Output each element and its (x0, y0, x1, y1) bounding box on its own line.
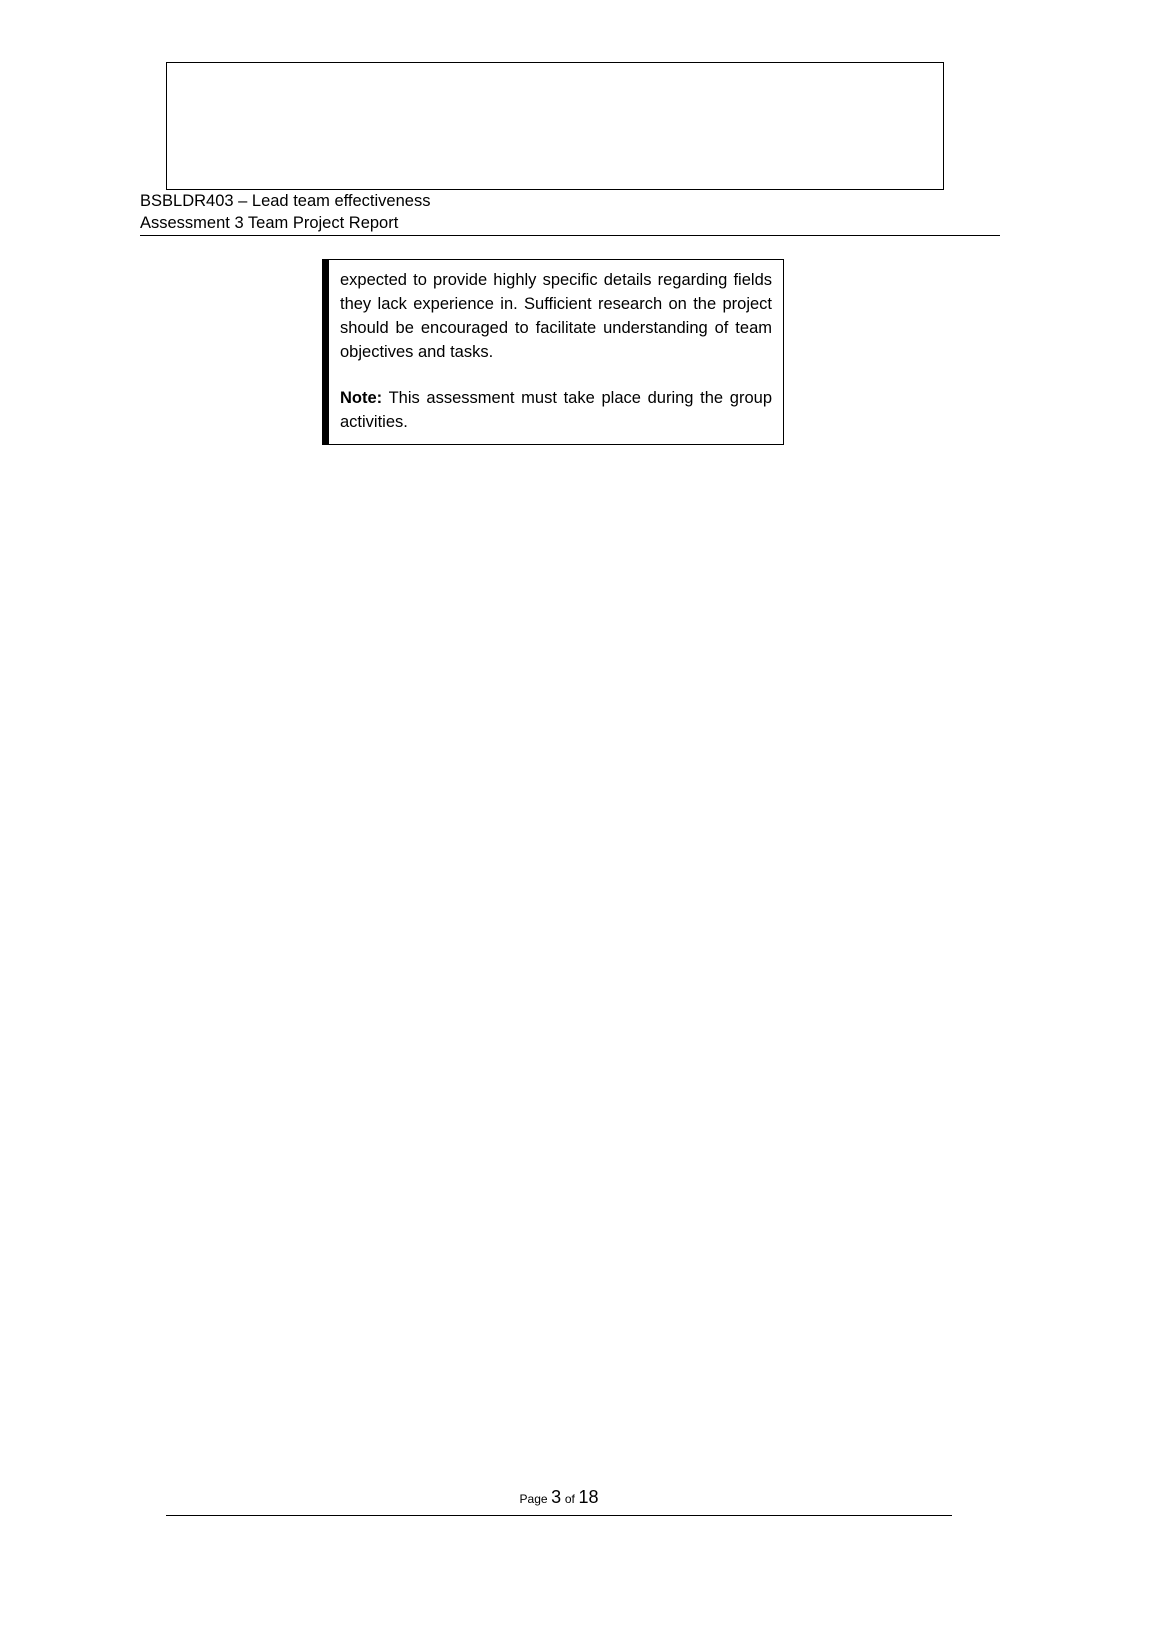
footer-pagination (166, 1487, 952, 1508)
callout-note-text: This assessment must take place during the group activities. (340, 389, 772, 431)
header-logo-box (166, 62, 944, 190)
footer-divider (166, 1515, 952, 1516)
header-course-title: BSBLDR403 – Lead team effectiveness (140, 192, 431, 210)
callout-note-label: Note: (340, 389, 383, 407)
document-header (140, 190, 1000, 234)
footer-page-word: Page (519, 1492, 548, 1506)
callout-box (322, 259, 784, 445)
header-assessment-title: Assessment 3 Team Project Report (140, 214, 399, 232)
callout-note (340, 386, 772, 434)
footer-page-number: 3 (551, 1487, 562, 1507)
footer-total-pages: 18 (578, 1487, 599, 1507)
header-divider (140, 235, 1000, 236)
callout-paragraph: expected to provide highly specific details regarding fields they lack experience in. Sufficient research on the project should be encouraged to facilitate understanding of team objectives and tasks. (340, 271, 772, 361)
footer-of-word: of (564, 1492, 575, 1506)
